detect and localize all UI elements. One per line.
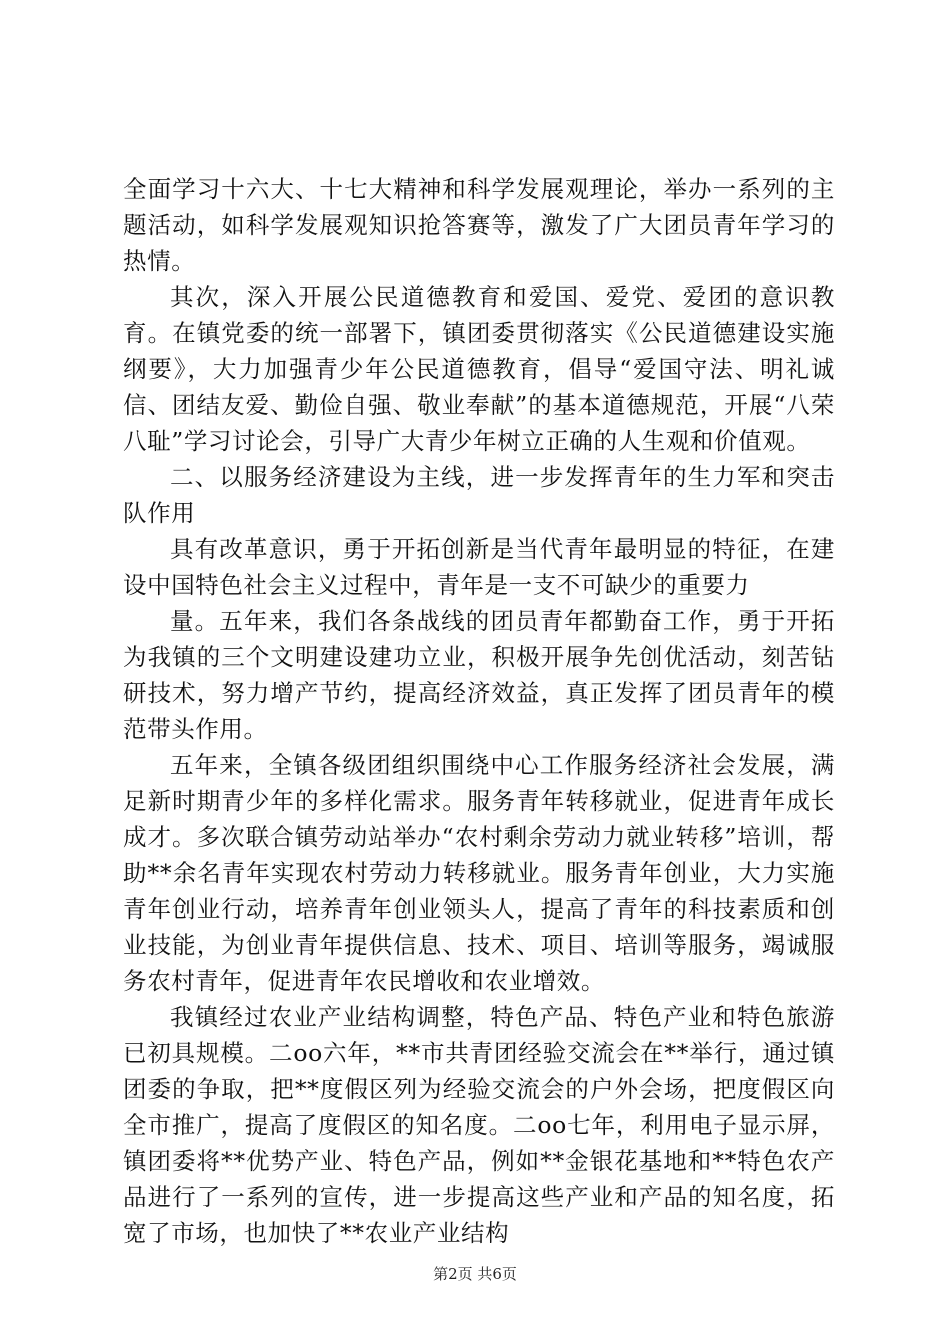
paragraph-1: 全面学习十六大、十七大精神和科学发展观理论，举办一系列的主题活动，如科学发展观知识抢答赛等，激发了广大团员青年学习的热情。 — [123, 175, 835, 275]
paragraph-4: 量。五年来，我们各条战线的团员青年都勤奋工作，勇于开拓为我镇的三个文明建设建功立业，积极开展争先创优活动，刻苦钻研技术，努力增产节约，提高经济效益，真正发挥了团员青年的模范带头作用。 — [123, 607, 835, 743]
paragraph-2: 其次，深入开展公民道德教育和爱国、爱党、爱团的意识教育。在镇党委的统一部署下，镇团委贯彻落实《公民道德建设实施纲要》，大力加强青少年公民道德教育，倡导“爱国守法、明礼诚信、团结友爱、勤俭自强、敬业奉献”的基本道德规范，开展“八荣八耻”学习讨论会，引导广大青少年树立正确的人生观和价值观。 — [123, 283, 835, 455]
paragraph-5: 五年来，全镇各级团组织围绕中心工作服务经济社会发展，满足新时期青少年的多样化需求。服务青年转移就业，促进青年成长成才。多次联合镇劳动站举办“农村剩余劳动力就业转移”培训，帮助**余名青年实现农村劳动力转移就业。服务青年创业，大力实施青年创业行动，培养青年创业领头人，提高了青年的科技素质和创业技能，为创业青年提供信息、技术、项目、培训等服务，竭诚服务农村青年，促进青年农民增收和农业增效。 — [123, 751, 835, 995]
section-heading-2: 二、以服务经济建设为主线，进一步发挥青年的生力军和突击队作用 — [123, 463, 835, 527]
page-number-footer: 第2页 共6页 — [433, 1265, 517, 1283]
paragraph-3: 具有改革意识，勇于开拓创新是当代青年最明显的特征，在建设中国特色社会主义过程中，青年是一支不可缺少的重要力 — [123, 535, 835, 599]
paragraph-6: 我镇经过农业产业结构调整，特色产品、特色产业和特色旅游已初具规模。二oo六年，**市共青团经验交流会在**举行，通过镇团委的争取，把**度假区列为经验交流会的户外会场，把度假区向全市推广，提高了度假区的知名度。二oo七年，利用电子显示屏，镇团委将**优势产业、特色产品，例如**金银花基地和**特色农产品进行了一系列的宣传，进一步提高这些产业和产品的知名度，拓宽了市场，也加快了**农业产业结构 — [123, 1003, 835, 1247]
document-body — [123, 171, 835, 1251]
